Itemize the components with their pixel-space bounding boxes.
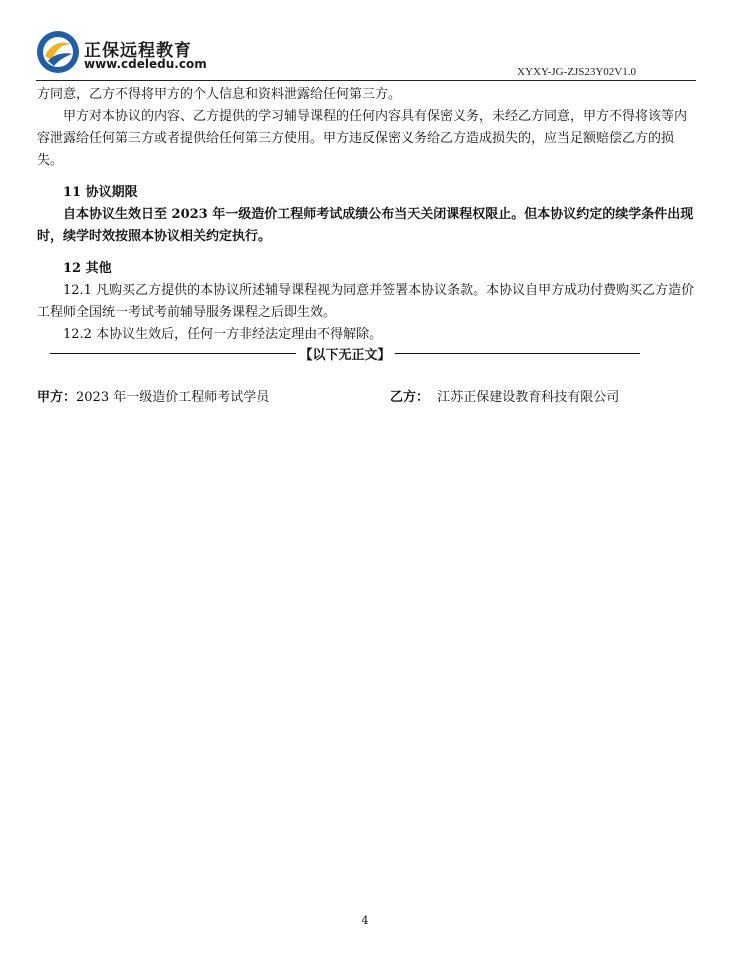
brand-url: www.cdeledu.com [84, 57, 207, 71]
party-b-value: 江苏正保建设教育科技有限公司 [437, 390, 620, 405]
party-b [390, 386, 619, 405]
page-number: 4 [361, 914, 369, 927]
section-11-text: 自本协议生效日至 2023 年一级造价工程师考试成绩公布当天关闭课程权限止。但本协议约定的续学条件出现时，续学时效按照本协议相关约定执行。 [37, 207, 694, 244]
section-11-heading: 11 协议期限 [63, 185, 138, 200]
page-header [36, 30, 696, 82]
end-marker-text: 【以下无正文】 [299, 347, 391, 363]
agreement-body [37, 84, 697, 346]
party-a-value: 2023 年一级造价工程师考试学员 [76, 390, 270, 405]
party-a-label: 甲方： [37, 390, 77, 405]
document-code: XYXY-JG-ZJS23Y02V1.0 [517, 66, 636, 78]
party-b-label: 乙方： [390, 390, 430, 405]
party-a [37, 386, 269, 405]
header-divider [36, 80, 696, 81]
end-marker-left-rule [50, 353, 296, 354]
company-logo-icon [36, 30, 80, 74]
brand-name: 正保远程教育 [84, 41, 192, 61]
clause-12-1: 12.1 凡购买乙方提供的本协议所述辅导课程视为同意并签署本协议条款。本协议自甲方成功付费购买乙方造价工程师全国统一考试考前辅导服务课程之后即生效。 [37, 283, 695, 320]
clause-12-2: 12.2 本协议生效后，任何一方非经法定理由不得解除。 [63, 327, 383, 342]
paragraph-continued: 方同意，乙方不得将甲方的个人信息和资料泄露给任何第三方。 [37, 87, 402, 102]
paragraph-confidentiality: 甲方对本协议的内容、乙方提供的学习辅导课程的任何内容具有保密义务，未经乙方同意，甲方不得将该等内容泄露给任何第三方或者提供给任何第三方使用。甲方违反保密义务给乙方造成损失的，应当足额赔偿乙方的损失。 [37, 109, 688, 168]
end-of-text-marker [50, 343, 640, 363]
end-marker-right-rule [395, 353, 641, 354]
section-12-heading: 12 其他 [63, 261, 112, 276]
